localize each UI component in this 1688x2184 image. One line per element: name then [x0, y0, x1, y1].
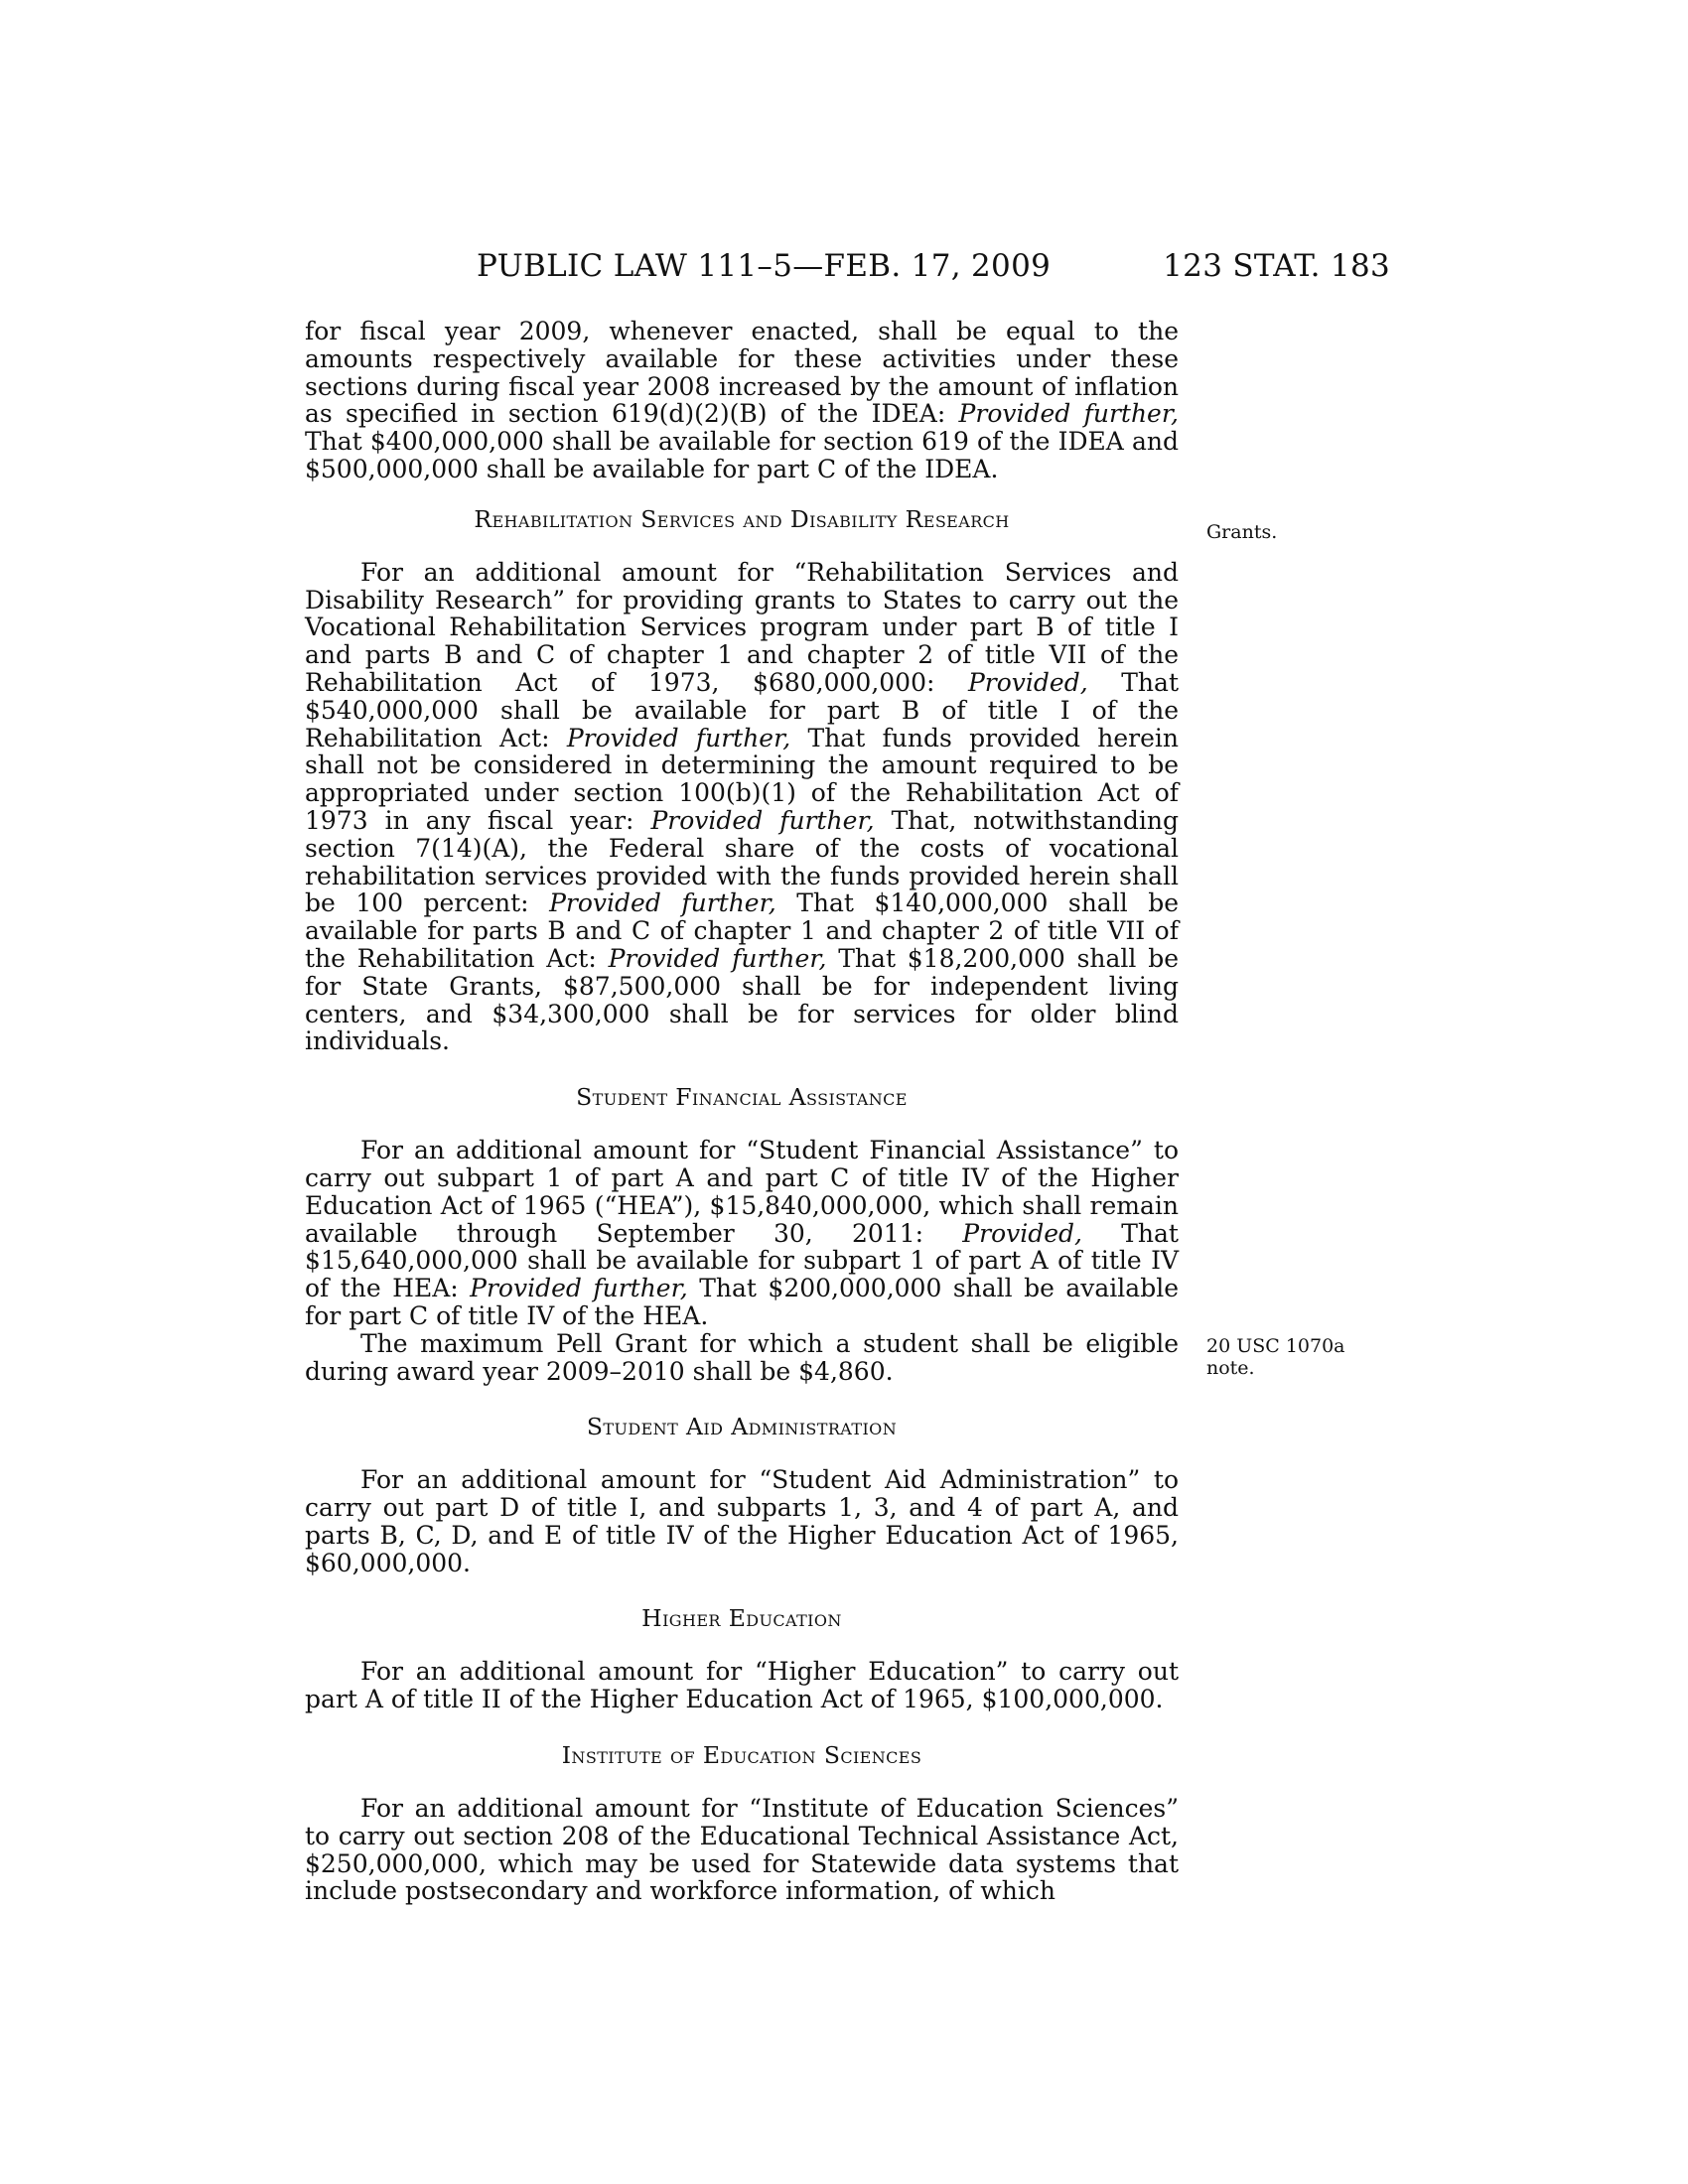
- margin-note-usc-citation: [1206, 1335, 1355, 1379]
- higher-education-paragraph: For an additional amount for “Higher Education” to carry out part A of title II of the Higher Education Act of 1965, $100,000,000.: [305, 1657, 1179, 1714]
- heading-student-aid-administration: Student Aid Administration: [586, 1413, 898, 1441]
- rehab-proviso-1: Provided,: [967, 667, 1088, 697]
- rehab-text-1: For an additional amount for “Rehabilitation Services and Disability Research” for providing grants to States to carry out the Vocational Rehabilitation Services program under part B of title I and parts B and C of chapter 1 and chapter 2 of title VII of the Rehabilitation Act of 1973, $680,000,000:: [305, 557, 1179, 697]
- intro-text-2: That $400,000,000 shall be available for section 619 of the IDEA and $500,000,000 shall be available for part C of the IDEA.: [305, 427, 1179, 483]
- rehab-proviso-5: Provided further,: [608, 943, 827, 973]
- page-header: [298, 248, 1390, 288]
- heading-higher-education: Higher Education: [641, 1604, 842, 1633]
- heading-student-financial-assistance: Student Financial Assistance: [576, 1083, 908, 1112]
- rehab-text-2: That $540,000,000 shall be available for part B of title I of the Rehabilitation Act:: [305, 667, 1179, 752]
- margin-note-usc-line1: 20 USC 1070a: [1206, 1335, 1345, 1357]
- pell-grant-paragraph: The maximum Pell Grant for which a student shall be eligible during award year 2009–2010 shall be $4,860.: [305, 1328, 1179, 1386]
- rehab-proviso-4: Provided further,: [549, 888, 776, 918]
- margin-note-usc-line2: note.: [1206, 1357, 1255, 1379]
- sfa-proviso-1: Provided,: [962, 1218, 1082, 1248]
- sfa-proviso-2: Provided further,: [470, 1274, 688, 1303]
- heading-rehabilitation: Rehabilitation Services and Disability Research: [474, 504, 1010, 533]
- intro-text-1: for fiscal year 2009, whenever enacted, shall be equal to the amounts respectively available for these activities under these sections during fiscal year 2008 increased by the amount of inflation as specified in section 619(d)(2)(B) of the IDEA:: [305, 317, 1179, 429]
- heading-institute-of-education-sciences: Institute of Education Sciences: [561, 1741, 922, 1770]
- rehab-proviso-3: Provided further,: [650, 805, 875, 835]
- ies-paragraph: For an additional amount for “Institute of Education Sciences” to carry out section 208 of the Educational Technical Assistance Act, $250,000,000, which may be used for Statewide data systems that include postsecondary and workforce information, of which: [305, 1794, 1179, 1906]
- header-page-number: 123 STAT. 183: [1163, 248, 1390, 284]
- intro-paragraph: [305, 318, 1179, 483]
- body-column: [305, 318, 1179, 1905]
- saa-paragraph: For an additional amount for “Student Aid Administration” to carry out part D of title I, and subparts 1, 3, and 4 of part A, and parts B, C, D, and E of title IV of the Higher Education Act of 1965, $60,000,000.: [305, 1465, 1179, 1577]
- header-title: PUBLIC LAW 111–5—FEB. 17, 2009: [477, 248, 1052, 284]
- sfa-text-1: For an additional amount for “Student Financial Assistance” to carry out subpart 1 of part A and part C of title IV of the Higher Education Act of 1965 (“HEA”), $15,840,000,000, which shall remain available through September 30, 2011:: [305, 1136, 1179, 1248]
- rehab-text-5: That $140,000,000 shall be available for parts B and C of chapter 1 and chapter 2 of title VII of the Rehabilitation Act:: [305, 888, 1180, 973]
- sfa-text-3: That $200,000,000 shall be available for part C of title IV of the HEA.: [305, 1274, 1179, 1330]
- rehab-proviso-2: Provided further,: [566, 723, 791, 752]
- rehab-text-3: That funds provided herein shall not be considered in determining the amount required to be appropriated under section 100(b)(1) of the Rehabilitation Act of 1973 in any fiscal year:: [305, 723, 1180, 835]
- sfa-paragraph: [305, 1137, 1179, 1330]
- rehab-paragraph: [305, 559, 1179, 1055]
- rehab-text-4: That, notwithstanding section 7(14)(A), the Federal share of the costs of vocational rehabilitation services provided with the funds provided herein shall be 100 percent:: [305, 805, 1180, 918]
- intro-proviso: Provided further,: [958, 399, 1179, 429]
- margin-note-grants: Grants.: [1206, 521, 1278, 543]
- rehab-text-6: That $18,200,000 shall be for State Grants, $87,500,000 shall be for independent living centers, and $34,300,000 shall be for services for older blind individuals.: [305, 943, 1179, 1056]
- sfa-text-2: That $15,640,000,000 shall be available for subpart 1 of part A of title IV of the HEA:: [305, 1218, 1179, 1303]
